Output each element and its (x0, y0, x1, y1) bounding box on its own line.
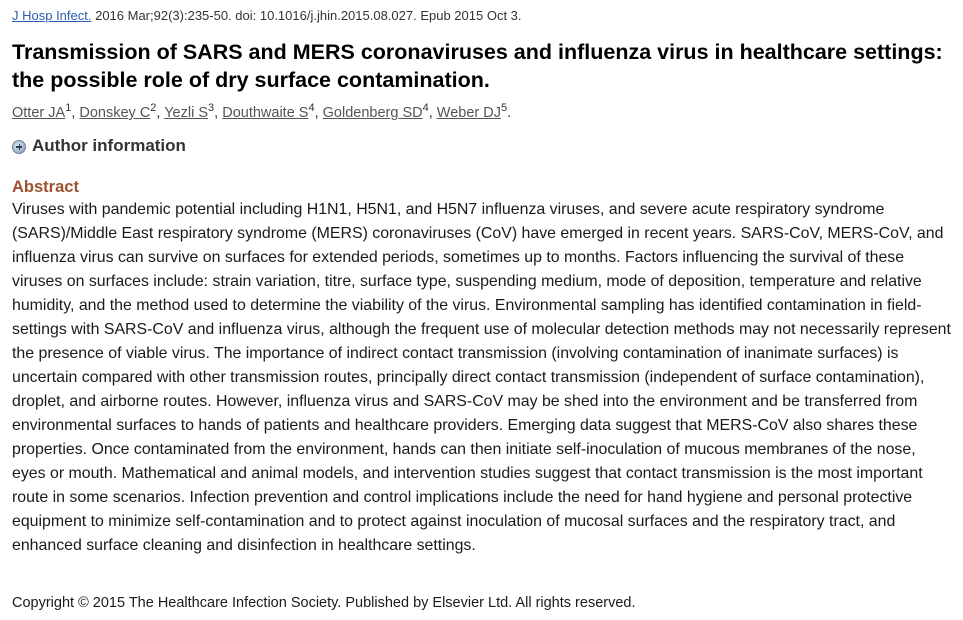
author-separator: , (156, 105, 165, 121)
author-affiliation-number: 4 (308, 102, 315, 114)
author-link[interactable]: Otter JA (12, 105, 66, 121)
author-link[interactable]: Yezli S (164, 105, 209, 121)
author-information-label: Author information (32, 136, 186, 155)
author-separator: , (428, 105, 437, 121)
author-affiliation-number: 1 (65, 102, 72, 114)
author-link[interactable]: Douthwaite S (222, 105, 309, 121)
author-separator: , (71, 105, 80, 121)
author-list (12, 103, 511, 123)
author-information-toggle[interactable] (12, 135, 186, 157)
author-link[interactable]: Weber DJ (436, 105, 501, 121)
author-affiliation-number: 3 (208, 102, 215, 114)
citation-line (12, 7, 522, 25)
plus-circle-icon[interactable] (12, 140, 26, 154)
copyright-notice: Copyright © 2015 The Healthcare Infection Society. Published by Elsevier Ltd. All rights reserved. (12, 595, 636, 611)
author-separator: , (314, 105, 323, 121)
author-link[interactable]: Donskey C (79, 105, 151, 121)
journal-link[interactable]: J Hosp Infect. (12, 8, 92, 23)
author-link[interactable]: Goldenberg SD (322, 105, 423, 121)
abstract-text: Viruses with pandemic potential including H1N1, H5N1, and H5N7 influenza viruses, and severe acute respiratory syndrome (SARS)/Middle East respiratory syndrome (MERS) coronaviruses (CoV) have emerged in recent years. SARS-CoV, MERS-CoV, and influenza virus can survive on surfaces for extended periods, sometimes up to months. Factors influencing the survival of these viruses on surfaces include: strain variation, titre, surface type, suspending medium, mode of deposition, temperature and relative humidity, and the method used to determine the viability of the virus. Environmental sampling has identified contamination in field-settings with SARS-CoV and influenza virus, although the frequent use of molecular detection methods may not necessarily represent the presence of viable virus. The importance of indirect contact transmission (involving contamination of inanimate surfaces) is uncertain compared with other transmission routes, principally direct contact transmission (independent of surface contamination), droplet, and airborne routes. However, influenza virus and SARS-CoV may be shed into the environment and be transferred from environmental surfaces to hands of patients and healthcare providers. Emerging data suggest that MERS-CoV also shares these properties. Once contaminated from the environment, hands can then initiate self-inoculation of mucous membranes of the nose, eyes or mouth. Mathematical and animal models, and intervention studies suggest that contact transmission is the most important route in some scenarios. Infection prevention and control implications include the need for hand hygiene and personal protective equipment to minimize self-contamination and to protect against inoculation of mucosal surfaces and the respiratory tract, and enhanced surface cleaning and disinfection in healthcare settings. (12, 201, 951, 554)
author-separator: , (214, 105, 223, 121)
abstract-heading: Abstract (12, 178, 79, 196)
author-separator: . (507, 105, 512, 121)
author-affiliation-number: 5 (501, 102, 508, 114)
citation-details: 2016 Mar;92(3):235-50. doi: 10.1016/j.jhin.2015.08.027. Epub 2015 Oct 3. (91, 8, 522, 23)
author-affiliation-number: 4 (422, 102, 429, 114)
article-title: Transmission of SARS and MERS coronaviruses and influenza virus in healthcare settings: the possible role of dry surface contamination. (12, 40, 943, 92)
author-affiliation-number: 2 (150, 102, 157, 114)
